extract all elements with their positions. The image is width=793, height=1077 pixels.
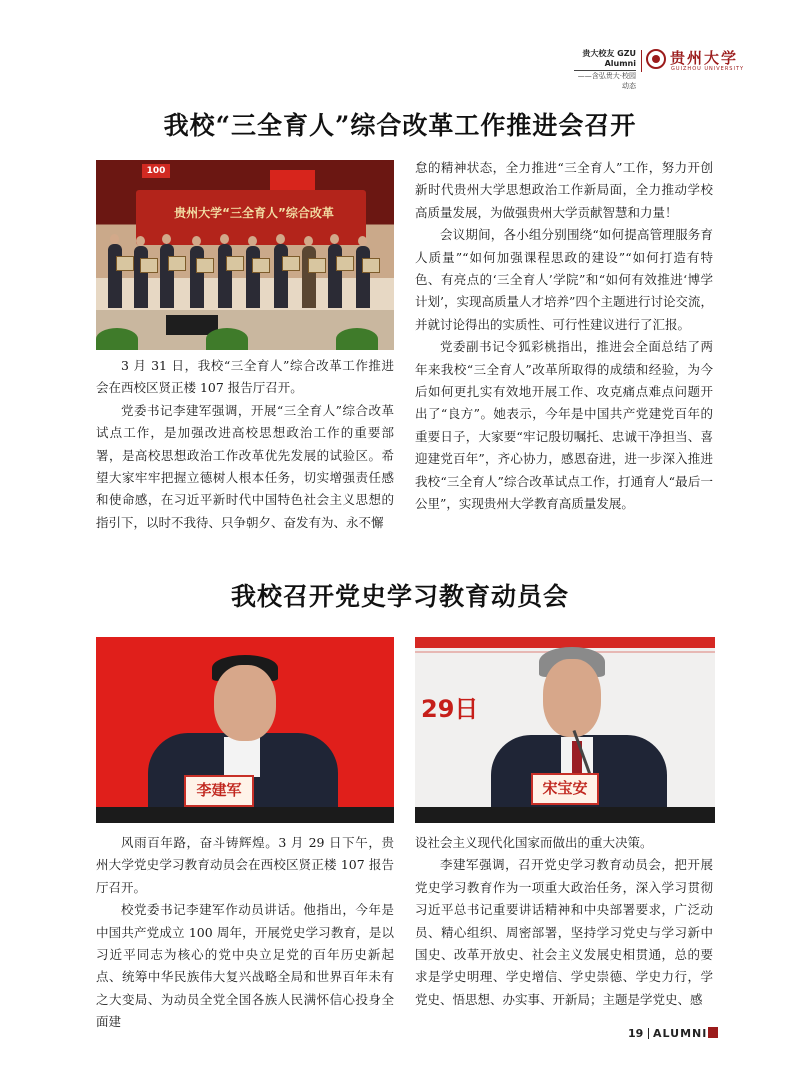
person: [356, 246, 370, 308]
centennial-logo-icon: 100: [142, 164, 170, 178]
person: [108, 244, 122, 308]
article2-paragraph: 李建军强调，召开党史学习教育动员会，把开展党史学习教育作为一项重大政治任务，深入学习贯彻习近平总书记重要讲话精神和中央部署要求，广泛动员、精心组织、周密部署，坚持学习党史与学习新中国史、改革开放史、社会主义发展史相贯通，总的要求是学史明理、学史增信、学史崇德、学史力行，学党史、悟思想、办实事、开新局；主题是学党史、感: [415, 857, 713, 1007]
speaker-face: [543, 659, 601, 737]
speaker-shirt: [224, 737, 260, 777]
article1-paragraph: 党委书记李建军强调，开展“三全育人”综合改革试点工作，是加强改进高校思想政治工作的重要部署，是高校思想政治工作改革优先发展的试验区。希望大家牢牢把握立德树人根本任务，切实增强责任感和使命感，在习近平新时代中国特色社会主义思想的指引下，以时不我待、只争朝夕、奋发有为、永不懈: [96, 402, 394, 530]
award-placard: [308, 258, 326, 273]
article2-paragraph: 风雨百年路，奋斗铸辉煌。3 月 29 日下午，贵州大学党史学习教育动员会在西校区贤正楼 107 报告厅召开。: [96, 835, 394, 895]
page-number: 19: [628, 1027, 644, 1040]
plant-icon: [96, 328, 138, 350]
header-slogan: ——含弘贵大·校园动态: [574, 70, 636, 91]
person: [190, 246, 204, 308]
article1-title: 我校“三全育人”综合改革工作推进会召开: [163, 111, 637, 140]
article1-photo: [96, 160, 394, 350]
article1-paragraph: 党委副书记令狐彩桃指出，推进会全面总结了两年来我校“三全育人”改革所取得的成绩和经验，为今后如何更扎实有效地开展工作、攻克痛点难点问题开出了“良方”。她表示，今年是中国共产党建党百年的重要日子，大家要“牢记殷切嘱托、忠诚干净担当、喜迎建党百年”，齐心协力，感恩奋进，进一步深入推进我校“三全育人”综合改革试点工作，打通育人“最后一公里”，实现贵州大学教育高质量发展。: [415, 339, 713, 512]
article1-left-column: [96, 355, 394, 534]
footer-accent-block: [708, 1027, 718, 1038]
plant-icon: [206, 328, 248, 350]
backdrop-date: 29日: [421, 695, 479, 723]
person-head: [276, 234, 285, 244]
person-head: [136, 236, 145, 246]
article2-paragraph: 设社会主义现代化国家而做出的重大决策。: [415, 835, 653, 850]
person-head: [162, 234, 171, 244]
person-head: [248, 236, 257, 246]
award-placard: [362, 258, 380, 273]
article1-paragraph: 会议期间，各小组分别围绕“如何提高管理服务育人质量”“如何加强课程思政的建设”“如何打造有特色、有亮点的‘三全育人’学院”和“如何有效推进‘博学计划’，实现高质量人才培养”四个主题进行讨论交流，并就讨论得出的实质性、可行性建议进行了汇报。: [415, 227, 713, 332]
person: [302, 246, 316, 308]
article2-photo-left: [96, 637, 394, 823]
footer-magazine-name: ALUMNI: [653, 1027, 708, 1040]
person-head: [192, 236, 201, 246]
stage-banner-text: 贵州大学“三全育人”综合改革: [174, 206, 334, 220]
article1-right-column: [415, 157, 713, 516]
article2-left-column: [96, 832, 394, 1034]
award-placard: [168, 256, 186, 271]
person: [246, 246, 260, 308]
article2-right-column: [415, 832, 713, 1011]
person-head: [358, 236, 367, 246]
nameplate: 宋宝安: [531, 773, 599, 805]
award-placard: [336, 256, 354, 271]
award-placard: [226, 256, 244, 271]
person: [274, 244, 288, 308]
award-placard: [196, 258, 214, 273]
person: [134, 246, 148, 308]
university-logo-en: GUIZHOU UNIVERSITY: [671, 66, 745, 72]
article1-paragraph: 怠的精神状态，全力推进“三全育人”工作，努力开创新时代贵州大学思想政治工作新局面，全力推动学校高质量发展，为做强贵州大学贡献智慧和力量！: [415, 160, 713, 220]
person: [328, 244, 342, 308]
article2-paragraph: 校党委书记李建军作动员讲话。他指出，今年是中国共产党成立 100 周年，开展党史学习教育，是以习近平同志为核心的党中央立足党的百年历史新起点、统筹中华民族伟大复兴战略全局和世界百年未有之大变局、为动员全党全国各族人民满怀信心投身全面建: [96, 902, 394, 1030]
article2-title: 我校召开党史学习教育动员会: [230, 582, 569, 611]
header-alumni-label: [574, 49, 636, 91]
article1-paragraph: 3 月 31 日，我校“三全育人”综合改革工作推进会在西校区贤正楼 107 报告厅召开。: [96, 358, 394, 396]
speaker-face: [214, 665, 276, 741]
desk: [96, 807, 394, 823]
alumni-label: 贵大校友 GZU Alumni: [582, 49, 636, 68]
person-head: [220, 234, 229, 244]
award-placard: [116, 256, 134, 271]
person: [160, 244, 174, 308]
plant-icon: [336, 328, 378, 350]
person: [218, 244, 232, 308]
desk: [415, 807, 715, 823]
award-placard: [140, 258, 158, 273]
footer-divider: [648, 1028, 649, 1039]
award-placard: [282, 256, 300, 271]
university-logo: 贵州大学: [670, 49, 739, 67]
header-divider: [641, 50, 642, 72]
person-head: [110, 234, 119, 244]
person-head: [330, 234, 339, 244]
article2-photo-right: [415, 637, 715, 823]
nameplate: 李建军: [184, 775, 254, 807]
award-placard: [252, 258, 270, 273]
university-seal-icon: [646, 49, 666, 69]
person-head: [304, 236, 313, 246]
